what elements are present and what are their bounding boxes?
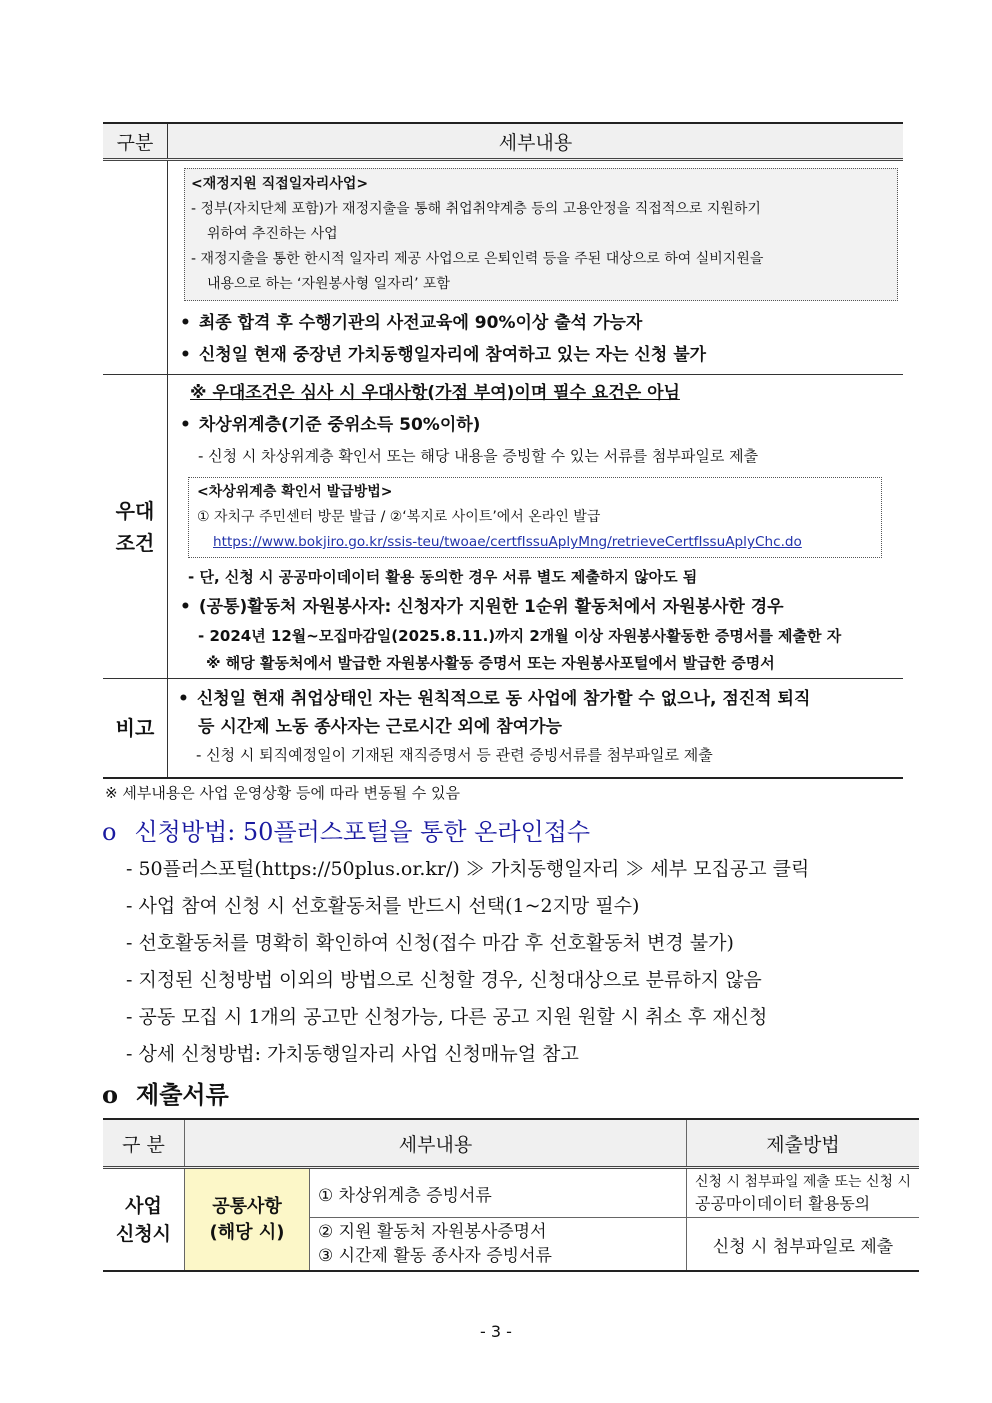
list-item: - 공동 모집 시 1개의 공고만 신청가능, 다른 공고 지원 원할 시 취소 후 재신청	[126, 1006, 768, 1028]
doc-items	[310, 1218, 687, 1272]
page-number: - 3 -	[480, 1322, 512, 1341]
row-content	[168, 160, 904, 375]
documents-table	[103, 1118, 919, 1272]
table-row	[103, 679, 903, 779]
method-line: 신청 시 첨부파일 제출 또는 신청 시	[695, 1174, 912, 1190]
sub-item: - 신청 시 퇴직예정일이 기재된 재직증명서 등 관련 증빙서류를 첨부파일로 제출	[196, 746, 713, 764]
label-line: 우대	[115, 498, 155, 523]
sub-item: - 단, 신청 시 공공마이데이터 활용 동의한 경우 서류 별도 제출하지 않아도 됨	[188, 568, 698, 586]
row-label-empty	[103, 160, 168, 375]
footnote: ※ 세부내용은 사업 운영상황 등에 따라 변동될 수 있음	[105, 784, 461, 802]
box-title: <재정지원 직접일자리사업>	[191, 176, 369, 192]
row-label-remarks: 비고	[103, 679, 168, 779]
eligibility-table	[103, 122, 903, 779]
box-line: - 재정지출을 통한 한시적 일자리 제공 사업으로 은퇴인력 등을 주된 대상으로 하여 실비지원을	[191, 251, 764, 267]
sub-item: ※ 해당 활동처에서 발급한 자원봉사활동 증명서 또는 자원봉사포털에서 발급한 증명서	[206, 654, 775, 672]
row-content	[168, 375, 904, 679]
common-items-cell	[185, 1168, 310, 1272]
bullet-item: • 신청일 현재 취업상태인 자는 원칙적으로 동 사업에 참가할 수 없으나, 점진적 퇴직	[178, 685, 902, 713]
list-item: - 50플러스포털(https://50plus.or.kr/) ≫ 가치동행일자리 ≫ 세부 모집공고 클릭	[126, 858, 810, 880]
table-header-row	[103, 1119, 919, 1168]
sub-item: - 2024년 12월~모집마감일(2025.8.11.)까지 2개월 이상 자원봉사활동한 증명서를 제출한 자	[198, 627, 842, 645]
list-item: - 지정된 신청방법 이외의 방법으로 신청할 경우, 신청대상으로 분류하지 않음	[126, 969, 762, 991]
apply-list	[126, 851, 809, 1073]
header-method: 제출방법	[687, 1119, 920, 1168]
docs-section-title	[102, 1075, 229, 1110]
apply-section-title	[102, 812, 590, 847]
header-category: 구 분	[103, 1119, 185, 1168]
info-box-certificate	[188, 477, 882, 558]
label-line: 공통사항	[212, 1195, 282, 1217]
row-content	[168, 679, 904, 779]
bullet-continuation: 등 시간제 노동 종사자는 근로시간 외에 참여가능	[198, 717, 562, 737]
row-label-application	[103, 1168, 185, 1272]
preference-note: ※ 우대조건은 심사 시 우대사항(가점 부여)이며 필수 요건은 아님	[190, 383, 680, 403]
table-row	[103, 160, 903, 375]
doc-item: ① 차상위계층 증빙서류	[310, 1168, 687, 1218]
label-line: 사업	[125, 1194, 162, 1217]
section-marker: o	[102, 1080, 119, 1109]
label-line: 신청시	[115, 1222, 172, 1245]
label-line: (해당 시)	[209, 1221, 285, 1243]
bullet-item: • 신청일 현재 중장년 가치동행일자리에 참여하고 있는 자는 신청 불가	[176, 339, 902, 371]
method-cell	[687, 1168, 920, 1218]
sub-item: - 신청 시 차상위계층 확인서 또는 해당 내용을 증빙할 수 있는 서류를 첨부파일로 제출	[198, 447, 759, 465]
list-item: - 사업 참여 신청 시 선호활동처를 반드시 선택(1~2지망 필수)	[126, 895, 640, 917]
doc-item: ② 지원 활동처 자원봉사증명서	[318, 1222, 547, 1242]
table-header-row	[103, 123, 903, 160]
method-line: 공공마이데이터 활용동의	[695, 1194, 871, 1213]
doc-item: ③ 시간제 활동 종사자 증빙서류	[318, 1246, 552, 1266]
bullet-item: • (공통)활동처 자원봉사자: 신청자가 지원한 1순위 활동처에서 자원봉사한 경우	[180, 591, 902, 623]
title-text: 제출서류	[136, 1080, 229, 1109]
table-row	[103, 1168, 919, 1218]
box-line: - 정부(자치단체 포함)가 재정지출을 통해 취업취약계층 등의 고용안정을 직접적으로 지원하기	[191, 201, 761, 217]
header-details: 세부내용	[168, 123, 904, 160]
box-line: 내용으로 하는 ‘자원봉사형 일자리’ 포함	[207, 276, 451, 292]
box-line: ① 자치구 주민센터 방문 발급 / ②‘복지로 사이트’에서 온라인 발급	[197, 509, 601, 525]
header-category: 구분	[103, 123, 168, 160]
box-title: <차상위계층 확인서 발급방법>	[197, 484, 393, 500]
bokjiro-link[interactable]: https://www.bokjiro.go.kr/ssis-teu/twoae/certfIssuAplyMng/retrieveCertfIssuAplyChc.do	[213, 534, 802, 550]
box-line: 위하여 추진하는 사업	[207, 226, 338, 242]
bullet-item: • 최종 합격 후 수행기관의 사전교육에 90%이상 출석 가능자	[176, 307, 902, 339]
table-row	[103, 375, 903, 679]
title-text: 신청방법: 50플러스포털을 통한 온라인접수	[134, 818, 591, 846]
bullet-item: • 차상위계층(기준 중위소득 50%이하)	[180, 409, 902, 441]
info-box-direct-jobs	[184, 168, 898, 301]
list-item: - 선호활동처를 명확히 확인하여 신청(접수 마감 후 선호활동처 변경 불가)	[126, 932, 734, 954]
label-line: 조건	[115, 530, 155, 555]
list-item: - 상세 신청방법: 가치동행일자리 사업 신청매뉴얼 참고	[126, 1043, 579, 1065]
method-cell: 신청 시 첨부파일로 제출	[687, 1218, 920, 1272]
section-marker: o	[102, 818, 117, 846]
row-label-preference	[103, 375, 168, 679]
header-details: 세부내용	[185, 1119, 687, 1168]
